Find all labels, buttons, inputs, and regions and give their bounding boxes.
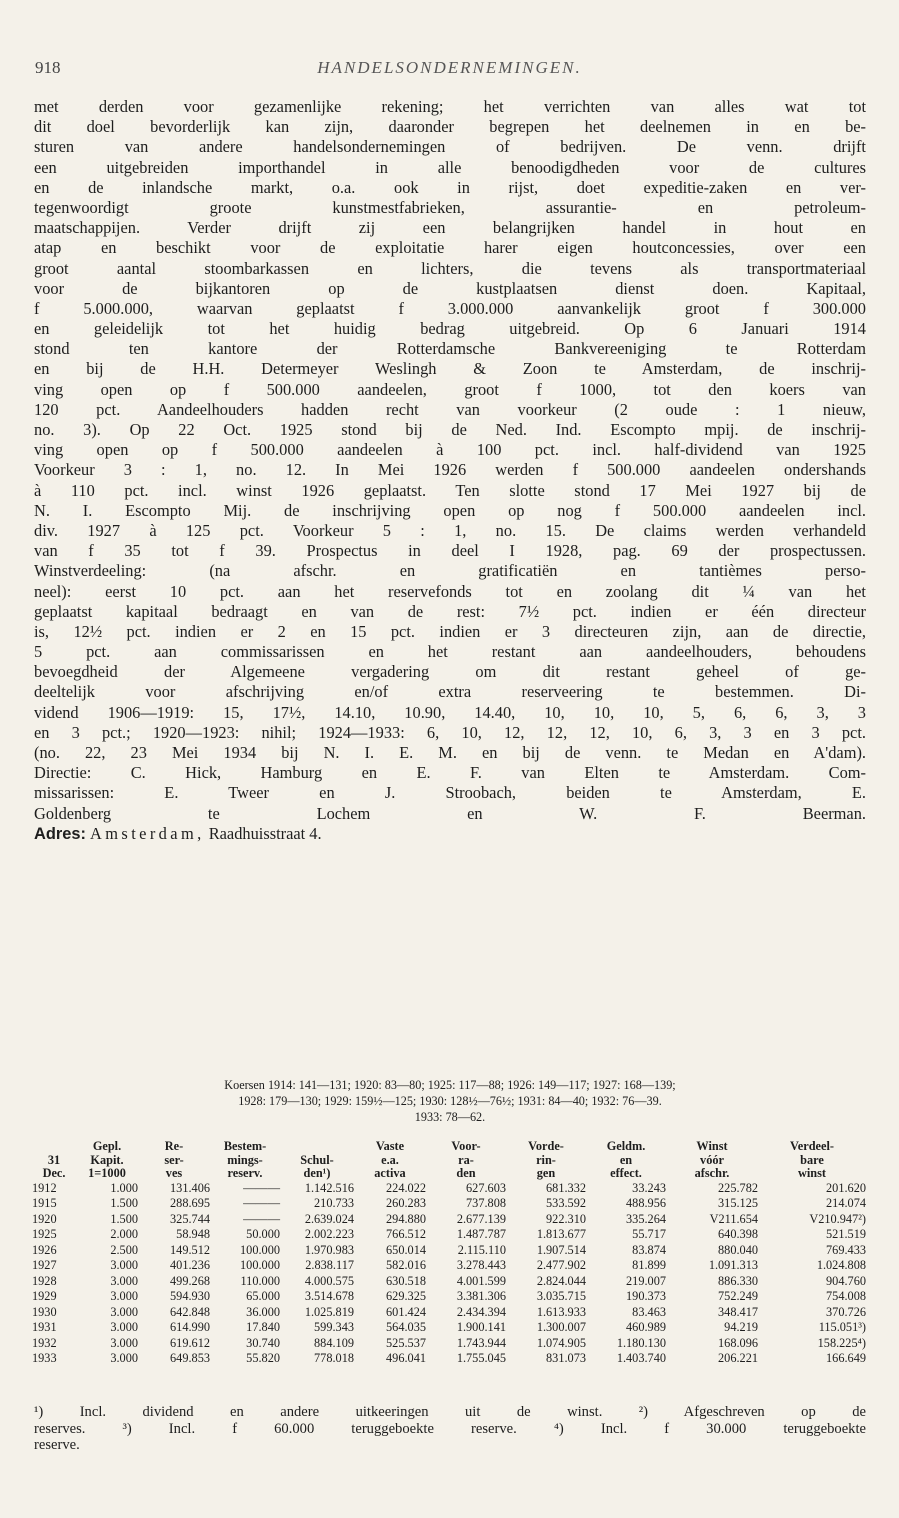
- table-cell: 1.970.983: [304, 1242, 354, 1257]
- table-cell: 1.813.677: [536, 1227, 586, 1241]
- table-cell: 2.838.117: [305, 1258, 354, 1272]
- koersen-line: 1933: 78—62.: [414, 1110, 486, 1124]
- table-cell: V210.947²): [809, 1211, 866, 1226]
- table-cell: 769.433: [826, 1242, 866, 1257]
- table-cell: 294.880: [386, 1211, 426, 1226]
- year-cell: 1929: [32, 1289, 57, 1303]
- text-line: deeltelijk voor afschrijving en/of extra reserveering te bestemmen. Di-: [34, 682, 866, 702]
- table-cell: 766.512: [386, 1227, 426, 1241]
- table-cell: 1.743.944: [456, 1335, 506, 1350]
- table-row: [32, 1243, 866, 1259]
- table-cell: 904.760: [826, 1273, 866, 1288]
- koersen-line: Koersen 1914: 141—131; 1920: 83—80; 1925: 117—88; 1926: 149—117; 1927: 168—139;: [224, 1078, 676, 1092]
- text-line: no. 3). Op 22 Oct. 1925 stond bij de Ned. Ind. Escompto mpij. de inschrij-: [34, 420, 866, 439]
- text-line: dit doel bevorderlijk kan zijn, daaronder begrepen het deelnemen in en be-: [34, 117, 866, 137]
- table-cell: 83.874: [632, 1242, 666, 1257]
- text-line: (no. 22, 23 Mei 1934 bij N. I. E. M. en bij de venn. te Medan en A'dam).: [34, 743, 866, 762]
- text-line: atap en beschikt voor de exploitatie harer eigen houtconcessies, over een: [34, 238, 866, 258]
- table-cell: 1.025.819: [304, 1304, 354, 1319]
- year-cell: 1932: [32, 1335, 57, 1350]
- table-cell: 525.537: [386, 1335, 426, 1350]
- column-header: [280, 1140, 354, 1154]
- year-cell: 1933: [32, 1351, 57, 1365]
- table-cell: 110.000: [240, 1273, 280, 1288]
- table-cell: 190.373: [626, 1289, 666, 1303]
- table-cell: 614.990: [170, 1320, 210, 1334]
- table-cell: 627.603: [466, 1180, 506, 1195]
- column-header: den: [456, 1166, 476, 1180]
- table-cell: ———: [243, 1196, 280, 1210]
- table-cell: 754.008: [826, 1289, 866, 1303]
- table-cell: 3.381.306: [456, 1289, 506, 1303]
- table-cell: 619.612: [170, 1335, 210, 1350]
- table-header-row: [32, 1167, 866, 1181]
- table-cell: 488.956: [626, 1196, 666, 1210]
- table-cell: 778.018: [314, 1351, 354, 1365]
- table-cell: 370.726: [826, 1304, 866, 1319]
- table-header-row: [32, 1154, 866, 1168]
- table-cell: 168.096: [718, 1335, 758, 1350]
- table-row: [32, 1320, 866, 1336]
- table-cell: 348.417: [718, 1304, 758, 1319]
- table-cell: 65.000: [246, 1289, 280, 1303]
- column-header: Vaste: [375, 1139, 405, 1153]
- table-cell: 50.000: [246, 1227, 280, 1241]
- text-line: Goldenberg te Lochem en W. F. Beerman.: [34, 803, 866, 823]
- table-cell: 225.782: [718, 1180, 758, 1195]
- text-line: f 5.000.000, waarvan geplaatst f 3.000.000 aanvankelijk groot f 300.000: [34, 298, 866, 318]
- text-line: tegenwoordigt groote kunstmestfabrieken, assurantie- en petroleum-: [34, 197, 866, 217]
- year-cell: 1930: [32, 1304, 57, 1319]
- financial-table: [32, 1140, 866, 1367]
- text-line: groot aantal stoombarkassen en lichters, die tevens als transportmateriaal: [34, 258, 866, 278]
- table-cell: 260.283: [386, 1196, 426, 1210]
- table-cell: ———: [243, 1180, 280, 1195]
- text-line: missarissen: E. Tweer en J. Stroobach, beiden te Amsterdam, E.: [34, 783, 866, 803]
- table-cell: 131.406: [170, 1180, 210, 1195]
- year-cell: 1928: [32, 1273, 57, 1288]
- table-cell: 3.035.715: [536, 1289, 586, 1303]
- text-line: stond ten kantore der Rotterdamsche Bankvereeniging te Rotterdam: [34, 339, 866, 359]
- table-cell: 2.824.044: [536, 1273, 586, 1288]
- table-cell: 1.500: [110, 1211, 138, 1226]
- table-cell: 1.180.130: [616, 1335, 666, 1350]
- footnote-line: reserve.: [34, 1437, 80, 1453]
- table-cell: 401.236: [170, 1258, 210, 1272]
- table-cell: 582.016: [386, 1258, 426, 1272]
- column-header: Bestem-: [223, 1139, 267, 1153]
- table-cell: 599.343: [314, 1320, 354, 1334]
- table-cell: 594.930: [170, 1289, 210, 1303]
- column-header: Voor-: [451, 1139, 481, 1153]
- column-header: Schul-: [300, 1152, 334, 1167]
- year-cell: 1912: [32, 1180, 57, 1195]
- column-header: 31: [47, 1152, 61, 1167]
- column-header: reserv.: [227, 1166, 263, 1180]
- year-cell: 1920: [32, 1211, 57, 1226]
- table-cell: 2.000: [110, 1227, 138, 1241]
- table-cell: 601.424: [386, 1304, 426, 1319]
- table-row: [32, 1227, 866, 1243]
- page-number: 918: [35, 58, 61, 77]
- column-header: Vorde-: [528, 1139, 564, 1153]
- table-cell: 1.074.905: [536, 1335, 586, 1350]
- table-cell: 4.000.575: [304, 1273, 354, 1288]
- table-cell: 2.677.139: [456, 1211, 506, 1226]
- column-header: effect.: [610, 1166, 642, 1180]
- table-cell: 1.024.808: [816, 1258, 866, 1272]
- text-line: neel): eerst 10 pct. aan het reservefonds tot en zoolang dit ¼ van het: [34, 581, 866, 601]
- table-cell: 752.249: [718, 1289, 758, 1303]
- year-cell: 1931: [32, 1320, 57, 1334]
- column-header: Geldm.: [606, 1139, 646, 1153]
- table-cell: 94.219: [724, 1320, 758, 1334]
- text-line: Voorkeur 3 : 1, no. 12. In Mei 1926 werden f 500.000 aandeelen ondershands: [34, 460, 866, 480]
- table-cell: 880.040: [718, 1242, 758, 1257]
- table-row: [32, 1289, 866, 1305]
- text-line: vidend 1906—1919: 15, 17½, 14.10, 10.90, 14.40, 10, 10, 10, 5, 6, 6, 3, 3: [34, 702, 866, 722]
- year-cell: 1926: [32, 1242, 57, 1257]
- table-cell: 642.848: [170, 1304, 210, 1319]
- table-cell: 1.613.933: [536, 1304, 586, 1319]
- table-cell: 36.000: [246, 1304, 280, 1319]
- text-line: Winstverdeeling: (na afschr. en gratificatiën en tantièmes perso-: [34, 561, 866, 581]
- table-cell: 4.001.599: [456, 1273, 506, 1288]
- table-cell: 629.325: [386, 1289, 426, 1303]
- text-line: is, 12½ pct. indien er 2 en 15 pct. indien er 3 directeuren zijn, aan de directie,: [34, 621, 866, 641]
- column-header: winst: [797, 1166, 827, 1180]
- table-cell: 649.853: [170, 1351, 210, 1365]
- body-text: [34, 97, 866, 844]
- footnote-line: ¹) Incl. dividend en andere uitkeeringen uit de winst. ²) Afgeschreven op de: [34, 1404, 866, 1420]
- table-cell: 100.000: [240, 1242, 280, 1257]
- table-cell: 2.115.110: [457, 1242, 506, 1257]
- text-line: en geleidelijk tot het huidig bedrag uitgebreid. Op 6 Januari 1914: [34, 319, 866, 339]
- table-cell: 201.620: [826, 1180, 866, 1195]
- koersen-line: 1928: 179—130; 1929: 159½—125; 1930: 128½—76½; 1931: 84—40; 1932: 76—39.: [238, 1094, 662, 1108]
- table-cell: 1.500: [110, 1196, 138, 1210]
- share-price-summary: [34, 1077, 866, 1125]
- table-cell: 214.074: [826, 1196, 866, 1210]
- table-row: [32, 1351, 866, 1367]
- table-cell: 3.000: [110, 1289, 138, 1303]
- table-cell: 335.264: [626, 1211, 666, 1226]
- text-line: en bij de H.H. Determeyer Weslingh & Zoon te Amsterdam, de inschrij-: [34, 359, 866, 379]
- column-header: e.a.: [381, 1152, 399, 1167]
- table-cell: 315.125: [718, 1196, 758, 1210]
- year-cell: 1927: [32, 1258, 57, 1272]
- table-cell: 288.695: [170, 1196, 210, 1210]
- table-row: [32, 1274, 866, 1290]
- text-line: 5 pct. aan commissarissen en het restant aan aandeelhouders, behoudens: [34, 642, 866, 662]
- column-header: bare: [800, 1152, 824, 1167]
- table-cell: 2.002.223: [304, 1227, 354, 1241]
- text-line: van f 35 tot f 39. Prospectus in deel I 1928, pag. 69 der prospectussen.: [34, 541, 866, 561]
- column-header: afschr.: [694, 1166, 730, 1180]
- table-cell: 3.278.443: [456, 1258, 506, 1272]
- table-row: [32, 1181, 866, 1197]
- text-line: met derden voor gezamenlijke rekening; het verrichten van alles wat tot: [34, 97, 866, 116]
- column-header: vóór: [700, 1152, 724, 1167]
- text-line: en de inlandsche markt, o.a. ook in rijst, doet expeditie-zaken en ver-: [34, 177, 866, 197]
- table-row: [32, 1196, 866, 1212]
- text-line: ving open op f 500.000 aandeelen, groot f 1000, tot den koers van: [34, 379, 866, 399]
- running-head: HANDELSONDERNEMINGEN.: [317, 58, 582, 77]
- text-line: Directie: C. Hick, Hamburg en E. F. van Elten te Amsterdam. Com-: [34, 763, 866, 783]
- table-cell: 496.041: [386, 1351, 426, 1365]
- table-cell: 210.733: [314, 1196, 354, 1210]
- table-cell: 564.035: [386, 1320, 426, 1334]
- year-cell: 1925: [32, 1227, 57, 1241]
- table-cell: 630.518: [386, 1273, 426, 1288]
- table-cell: 100.000: [240, 1258, 280, 1272]
- table-cell: 325.744: [170, 1211, 210, 1226]
- footnote-line: reserves. ³) Incl. f 60.000 teruggeboekte reserve. ⁴) Incl. f 30.000 teruggeboekte: [34, 1420, 866, 1437]
- table-row: [32, 1258, 866, 1274]
- table-cell: 884.109: [314, 1335, 354, 1350]
- address-label: Adres:: [34, 824, 86, 843]
- address-street: Raadhuisstraat 4.: [208, 823, 322, 843]
- table-cell: 115.051³): [818, 1320, 866, 1334]
- table-cell: 1.907.514: [536, 1242, 586, 1257]
- column-header: 1=1000: [88, 1166, 126, 1180]
- column-header: activa: [374, 1166, 406, 1180]
- table-cell: 55.820: [246, 1351, 280, 1365]
- table-cell: 1.900.141: [456, 1320, 506, 1334]
- column-header: Winst: [696, 1139, 728, 1153]
- table-cell: ———: [243, 1211, 280, 1226]
- column-header: Re-: [164, 1139, 184, 1153]
- table-cell: 922.310: [546, 1211, 586, 1226]
- table-cell: V211.654: [709, 1211, 758, 1226]
- table-cell: 1.487.787: [456, 1227, 506, 1241]
- table-cell: 1.091.313: [708, 1258, 758, 1272]
- footnotes: [34, 1404, 866, 1454]
- table-cell: 33.243: [632, 1180, 666, 1195]
- table-cell: 3.000: [110, 1351, 138, 1365]
- table-cell: 533.592: [546, 1196, 586, 1210]
- table-cell: 81.899: [632, 1258, 666, 1272]
- column-header: den¹): [303, 1166, 331, 1180]
- year-cell: 1915: [32, 1196, 57, 1210]
- table-cell: 886.330: [718, 1273, 758, 1288]
- column-header: gen: [536, 1166, 556, 1180]
- table-cell: 166.649: [826, 1351, 866, 1365]
- table-cell: 2.639.024: [304, 1211, 354, 1226]
- table-cell: 640.398: [718, 1227, 758, 1241]
- text-line: 120 pct. Aandeelhouders hadden recht van voorkeur (2 oude : 1 nieuw,: [34, 399, 866, 419]
- column-header: Kapit.: [90, 1152, 124, 1167]
- table-cell: 149.512: [170, 1242, 210, 1257]
- table-cell: 681.332: [546, 1180, 586, 1195]
- text-line: geplaatst kapitaal bedraagt en van de rest: 7½ pct. indien er één directeur: [34, 601, 866, 621]
- table-cell: 831.073: [546, 1351, 586, 1365]
- table-cell: 3.514.678: [304, 1289, 354, 1303]
- column-header: Verdeel-: [790, 1139, 834, 1153]
- table-cell: 219.007: [626, 1273, 666, 1288]
- table-cell: 30.740: [246, 1335, 280, 1350]
- table-cell: 1.300.007: [536, 1320, 586, 1334]
- text-line: en 3 pct.; 1920—1923: nihil; 1924—1933: 6, 10, 12, 12, 12, 10, 6, 3, 3 en 3 pct.: [34, 722, 866, 742]
- table-cell: 521.519: [826, 1227, 866, 1241]
- column-header: rin-: [536, 1152, 556, 1167]
- column-header: en: [619, 1152, 633, 1167]
- text-line: bevoegdheid der Algemeene vergadering om dit restant geheel of ge-: [34, 662, 866, 682]
- table-cell: 650.014: [386, 1242, 426, 1257]
- text-line: ving open op f 500.000 aandeelen à 100 pct. incl. half-dividend van 1925: [34, 440, 866, 460]
- table-cell: 1.142.516: [304, 1180, 354, 1195]
- column-header: mings-: [227, 1152, 263, 1167]
- address-line: [34, 824, 866, 844]
- table-row: [32, 1212, 866, 1228]
- table-cell: 3.000: [110, 1320, 138, 1334]
- text-line: voor de bijkantoren op de kustplaatsen dienst doen. Kapitaal,: [34, 278, 866, 298]
- table-cell: 2.500: [110, 1242, 138, 1257]
- table-row: [32, 1336, 866, 1352]
- table-cell: 55.717: [632, 1227, 666, 1241]
- text-line: div. 1927 à 125 pct. Voorkeur 5 : 1, no. 15. De claims werden verhandeld: [34, 520, 866, 540]
- table-cell: 737.808: [466, 1196, 506, 1210]
- table-cell: 3.000: [110, 1335, 138, 1350]
- table-cell: 3.000: [110, 1273, 138, 1288]
- address-city: Amsterdam,: [90, 823, 205, 843]
- text-line: à 110 pct. incl. winst 1926 geplaatst. Ten slotte stond 17 Mei 1927 bij de: [34, 480, 866, 500]
- table-cell: 2.477.902: [536, 1258, 586, 1272]
- table-cell: 1.000: [110, 1180, 138, 1195]
- text-line: een uitgebreiden importhandel in alle benoodigdheden voor de cultures: [34, 157, 866, 177]
- table-cell: 224.022: [386, 1180, 426, 1195]
- table-cell: 206.221: [718, 1351, 758, 1365]
- text-line: sturen van andere handelsondernemingen of bedrijven. De venn. drijft: [34, 137, 866, 157]
- column-header: [32, 1140, 76, 1154]
- table-header-row: [32, 1140, 866, 1154]
- table-cell: 3.000: [110, 1258, 138, 1272]
- column-header: ser-: [164, 1152, 184, 1167]
- text-line: maatschappijen. Verder drijft zij een belangrijken handel in hout en: [34, 218, 866, 238]
- column-header: Dec.: [42, 1166, 66, 1180]
- table-cell: 499.268: [170, 1273, 210, 1288]
- page-header: [35, 58, 864, 88]
- table-cell: 83.463: [632, 1304, 666, 1319]
- table-row: [32, 1305, 866, 1321]
- text-line: N. I. Escompto Mij. de inschrijving open op nog f 500.000 aandeelen incl.: [34, 500, 866, 520]
- table-cell: 1.755.045: [456, 1351, 506, 1365]
- table-cell: 460.989: [626, 1320, 666, 1334]
- column-header: ves: [165, 1166, 183, 1180]
- table-cell: 3.000: [110, 1304, 138, 1319]
- table-cell: 17.840: [246, 1320, 280, 1334]
- table-cell: 158.225⁴): [817, 1335, 866, 1350]
- column-header: ra-: [458, 1152, 474, 1167]
- column-header: Gepl.: [92, 1139, 122, 1153]
- table-cell: 1.403.740: [616, 1351, 666, 1365]
- table-cell: 2.434.394: [456, 1304, 506, 1319]
- table-cell: 58.948: [176, 1227, 210, 1241]
